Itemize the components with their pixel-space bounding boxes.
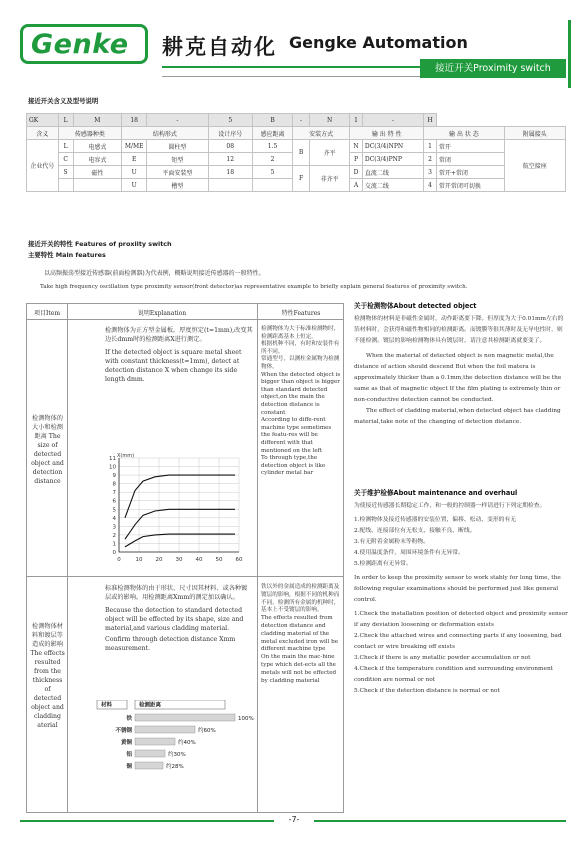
col-header-item: 项目Item: [33, 310, 61, 317]
y-tick-label: 5: [112, 507, 116, 514]
model-code-cell: H: [424, 114, 437, 127]
bar-value-label: 约60%: [198, 728, 216, 734]
detected-object-cn: 检测物体的材料是非磁性金属时，动作距离要下降。但厚度为大于0.01mm左右的箔材料时，会获得和磁性物相同的检测距离。而镀膜等很其薄时及无导电性时，则不能检测。镀层的影响检测物体具有镀层时，请注意其检测距离就要变了。: [354, 316, 564, 344]
structure-name: 矩型: [147, 153, 208, 166]
header-rule-thin: [162, 76, 420, 77]
state-name: 常开: [436, 140, 504, 153]
y-axis-label: X(mm): [117, 453, 135, 459]
type-code: C: [58, 153, 73, 166]
row2-features: 铁以外的金属造成的检测距离及镀层的影响，根据不同的机种而不同。检测所有金属的机种时，基本上不受镀层的影响。 The effects resulted from detection distance and cladding material of the metal excluded iron will be different machine type On the main the mac-hine type which det-ects all the metals will not be effected by cladding material: [261, 584, 340, 684]
type-name: [73, 179, 122, 192]
y-tick-label: 0: [112, 550, 116, 556]
model-section-title: 接近开关含义及型号说明: [28, 97, 99, 105]
maintenance-en-item: 5.Check if the detection distance is normal or not: [354, 688, 500, 694]
maintenance-cn-item: 5.检测距离有无异常。: [354, 561, 412, 567]
y-tick-label: 2: [112, 532, 116, 539]
distance-chart: [97, 450, 247, 565]
state-code: 3: [424, 166, 437, 179]
structure-code: U: [122, 166, 147, 179]
col-header-explanation: 说明Explanation: [137, 310, 187, 317]
bar-category-label: 黄铜: [120, 740, 132, 746]
structure-code: M/ME: [122, 140, 147, 153]
model-code-cell: M: [73, 114, 122, 127]
structure-code: U: [122, 179, 147, 192]
model-header-cell: 输 出 特 性: [350, 127, 424, 140]
state-name: 常开+常闭: [436, 166, 504, 179]
bar: [135, 750, 165, 757]
structure-name: 平面安装型: [147, 166, 208, 179]
col-header-features: 特性Features: [281, 310, 321, 317]
design-no: 18: [208, 166, 252, 179]
maintenance-en-intro: In order to keep the proximity sensor to work stably for long time, the following regular examinations should be performed just like general control.: [354, 575, 561, 603]
model-header-cell: 结构形式: [122, 127, 208, 140]
x-tick-label: 30: [175, 557, 183, 563]
y-tick-label: 9: [112, 473, 116, 480]
output-name: DC(3/4)PNP: [362, 153, 423, 166]
detected-object-en2: The effect of cladding material,when detected object has cladding material,take note of the changing of detection distance.: [354, 408, 561, 425]
bar-category-label: 不锈钢: [115, 728, 132, 734]
structure-code: E: [122, 153, 147, 166]
design-no: [208, 179, 252, 192]
y-tick-label: 4: [112, 515, 116, 522]
type-name: 电容式: [73, 153, 122, 166]
maintenance-cn-item: 1.检测物体及接近传感器的安装位置，偏移、松动、变形的有无: [354, 517, 517, 523]
bar: [135, 762, 163, 769]
distance-value: 5: [252, 166, 292, 179]
maintenance-en-item: 1.Check the installation position of detected object and proximity sensor if any deviation loosening or deformation exists: [354, 611, 568, 628]
bar: [135, 726, 195, 733]
mount-name: 非齐平: [310, 166, 350, 192]
brand-name-en: Gengke Automation: [289, 33, 468, 52]
bar-value-label: 100%: [238, 716, 254, 722]
bar-value-label: 约30%: [168, 752, 186, 758]
state-code: 2: [424, 153, 437, 166]
page-number: -7-: [274, 813, 314, 827]
bar: [135, 714, 235, 721]
structure-name: 槽型: [147, 179, 208, 192]
state-name: 常闭: [436, 153, 504, 166]
model-header-cell: 附属接头: [504, 127, 565, 140]
type-code: [58, 179, 73, 192]
bar-chart-header: 检测距离: [139, 702, 162, 709]
material-bar-chart: [95, 700, 255, 780]
features-title: 接近开关的特性 Features of proxiity switch: [28, 240, 172, 248]
output-name: 直流二线: [362, 166, 423, 179]
maintenance-cn-intro: 为使接近传感器长期稳定工作，和一般的控制器一样请进行下列定期检查。: [354, 503, 546, 509]
maintenance-en-list: [354, 609, 568, 697]
page-header: [0, 0, 588, 86]
state-code: 1: [424, 140, 437, 153]
row1-item: 检测物体的大小和检测距离 The size of detected object and detection distance: [31, 415, 64, 485]
x-tick-label: 10: [135, 557, 143, 563]
state-code: 4: [424, 179, 437, 192]
output-code: A: [350, 179, 363, 192]
y-tick-label: 6: [112, 498, 116, 505]
accessory: 航空接座: [504, 140, 565, 192]
output-code: N: [350, 140, 363, 153]
model-header-cell: 设计序号: [208, 127, 252, 140]
mount-name: 齐平: [310, 140, 350, 166]
maintenance-en-item: 2.Check the attached wires and connecting parts if any loosening, bad contact or wire breaking off exists: [354, 633, 562, 650]
output-name: 交流二线: [362, 179, 423, 192]
detected-object-en1: When the material of detected object is non magnetic metal,the distance of action should descend But when the foil matera is approximately thicker than a 0.1mm,the detection distance will be the same as that of magnetic object If the film plating is extremely thin or non-conductive detection cannot be conducted.: [354, 353, 562, 403]
row1-explanation: 检测物体为正方型金属板。厚度恒定(t=1mm),改变其边长dmm时的检测距离X进行测定。 If the detected object is square metal sheet with constant thickness(t=1mm), detect at detection distance X when change its side length dmm.: [105, 327, 253, 383]
distance-value: [252, 179, 292, 192]
model-header-cell: 安装方式: [293, 127, 350, 140]
main-features-title: 主要特性 Main features: [28, 251, 106, 259]
maintenance-en-item: 3.Check if there is any metallic powder accumulation or not: [354, 655, 531, 661]
features-table: [26, 303, 344, 813]
design-no: 12: [208, 153, 252, 166]
brand-name-cn: 耕克自动化: [162, 35, 277, 59]
maintenance-cn-item: 4.使用温度条件，周围环境条件有无异常。: [354, 550, 464, 556]
maintenance-section: 关于维护检修About maintenance and overhaul 为使接近传感器长期稳定工作，和一般的控制器一样请进行下列定期检查。 1.检测物体及接近传感器的安装位置，偏移、松动、变形的有无 2.配线、连接部位有无松支、接触不良、断线。 3.有无附着金属粉末等粉物。 4.使用温度条件，周围环境条件有无异常。 5.检测距离有无异常。 In order to keep the proximity sensor to work stably for long time, the following regular examinations should be performed just like general control. 1.Check the installation position of detected object and proximity sensor if any deviation loosening or deformation exists 2.Check the attached wires and connecting parts if any loosening, bad contact or wire breaking off exists 3.Check if there is any metallic powder accumulation or not 4.Check if the temperature condition and surrounding environment condition are normal or not 5.Check if the detection distance is normal or not: [354, 488, 568, 697]
x-tick-label: 40: [195, 557, 203, 563]
model-header-cell: 感应距离: [252, 127, 292, 140]
model-code-cell: -: [147, 114, 208, 127]
distance-value: 1.5: [252, 140, 292, 153]
category-tag: 接近开关Proximity switch: [420, 59, 566, 78]
y-tick-label: 1: [112, 541, 116, 548]
intro-cn: 以高频振荡型接近传感器(前面检测器)为代表例，概略说明接近传感器的一般特性。: [44, 270, 265, 277]
mount-code: F: [293, 166, 310, 192]
model-code-cell: 18: [122, 114, 147, 127]
row1-features: 检测物体为大于标准检测物时，检测距离基本上恒定。 根据机种不同，有时和安装件有所不同。 常通型号，以测柱金属物为检测物体。 When the detected object is bigger than object is bigger than standard detected object,on the main the detection distance is constant According to diffe-rent machine type sometimes the featu-res will be different with that mentioned on the left To through type,the detection object is like cylinder metal bar: [261, 326, 341, 477]
series-line: [125, 475, 235, 518]
model-detail-row: [27, 166, 566, 179]
model-header-cell: 传感器种类: [58, 127, 121, 140]
model-code-cell: GK: [27, 114, 59, 127]
bar-category-label: 铜: [126, 764, 132, 770]
model-code-cell: -: [293, 114, 310, 127]
detected-object-section: 关于检测物体About detected object 检测物体的材料是非磁性金属时，动作距离要下降。但厚度为大于0.01mm左右的箔材料时，会获得和磁性物相同的检测距离。而镀膜等很其薄时及无导电性时，则不能检测。镀层的影响检测物体具有镀层时，请注意其检测距离就要变了。 When the material of detected object is non magnetic metal,the distance of action should descend But when the foil matera is approximately thicker than a 0.1mm,the detection distance will be the same as that of magnetic object If the film plating is extremely thin or non-conductive detection cannot be conducted. The effect of cladding material,when detected object has cladding material,take note of the changing of detection distance.: [354, 301, 568, 428]
model-code-cell: L: [58, 114, 73, 127]
corner-bar: [568, 20, 571, 88]
structure-name: 圆柱型: [147, 140, 208, 153]
state-name: 常开常闭可切换: [436, 179, 504, 192]
row2-item: 检测物体材料和镀层等造成的影响 The effects resulted from the thickness of detected object and cladding aterial: [30, 623, 65, 729]
bar-chart-header: 材料: [101, 702, 113, 709]
y-tick-label: 10: [109, 464, 116, 471]
y-tick-label: 7: [112, 490, 116, 497]
model-code-table: [26, 113, 566, 192]
output-code: P: [350, 153, 363, 166]
maintenance-en-item: 4.Check if the temperature condition and surrounding environment condition are normal or not: [354, 666, 554, 683]
model-detail-row: [27, 140, 566, 153]
series-line: [125, 534, 235, 547]
maintenance-cn-list: [354, 515, 568, 570]
maintenance-cn-item: 3.有无附着金属粉末等粉物。: [354, 539, 430, 545]
output-name: DC(3/4)NPN: [362, 140, 423, 153]
y-tick-label: 3: [112, 524, 116, 531]
x-tick-label: 0: [117, 557, 121, 563]
type-name: 磁性: [73, 166, 122, 179]
model-code-cell: B: [252, 114, 292, 127]
model-code-cell: 5: [208, 114, 252, 127]
x-tick-label: 20: [155, 557, 163, 563]
type-code: S: [58, 166, 73, 179]
model-code-cell: -: [362, 114, 423, 127]
x-tick-label: 60: [235, 557, 243, 563]
y-tick-label: 11: [109, 456, 116, 462]
intro-en: Take high frequency oscillation type proximity sensor(front detector)as representative example to briefly explain general features of proximity switch.: [40, 284, 468, 290]
x-tick-label: 50: [215, 557, 223, 563]
maintenance-cn-item: 2.配线、连接部位有无松支、接触不良、断线。: [354, 528, 476, 534]
type-name: 电感式: [73, 140, 122, 153]
model-code-cell: N: [310, 114, 350, 127]
model-header-cell: 输 出 状 态: [424, 127, 504, 140]
row-label: 企业代号: [27, 140, 59, 192]
output-code: D: [350, 166, 363, 179]
model-code-row: [27, 114, 566, 127]
bar-category-label: 铝: [126, 752, 132, 758]
genke-logo: Genke: [20, 24, 148, 64]
model-header-cell: 含义: [27, 127, 59, 140]
y-tick-label: 8: [112, 481, 116, 488]
model-header-row: [27, 127, 566, 140]
design-no: 08: [208, 140, 252, 153]
bar-value-label: 约40%: [178, 740, 196, 746]
model-code-cell: 1: [350, 114, 363, 127]
bar: [135, 738, 175, 745]
type-code: L: [58, 140, 73, 153]
distance-value: 2: [252, 153, 292, 166]
row2-explanation: 标准检测物体的由于形状、尺寸因其材料、或各种镀层或的影响。用检测距离Xmm的测定加以确认。 Because the detection to standard detected object will be effected by its shape, size and material,and various cladding material. Confirm through detection distance Xmm measurement.: [105, 585, 248, 652]
mount-code: B: [293, 140, 310, 166]
bar-value-label: 约28%: [166, 764, 184, 770]
bar-category-label: 铁: [126, 716, 132, 722]
